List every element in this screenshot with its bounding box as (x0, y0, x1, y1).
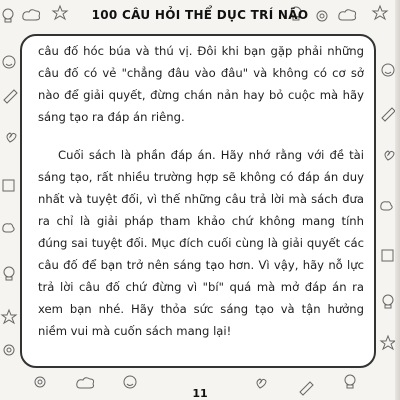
paragraph: Cuối sách là phần đáp án. Hãy nhớ rằng với đề tài sáng tạo, rất nhiều trường hợp sẽ không có đáp án duy nhất và tuyệt đối, vì thế những câu trả lời mà sách đưa ra chỉ là giải pháp tham khảo chứ không mang tính đúng sai tuyệt đối. Mục đích cuối cùng là giải quyết các câu đố để bạn trở nên sáng tạo hơn. Vì vậy, hãy nỗ lực trả lời câu đố chứ đừng vì "bí" quá mà mở đáp án ra xem bạn nhé. Hãy thỏa sức sáng tạo và tận hưởng niềm vui mà cuốn sách mang lại! (38, 148, 364, 338)
gear-icon (4, 345, 14, 355)
star-icon (2, 310, 16, 323)
face-icon (382, 64, 394, 76)
puzzle-icon (3, 180, 14, 191)
heart-icon (385, 151, 394, 160)
page-edge (395, 0, 400, 400)
face-icon (3, 56, 15, 68)
page-header-title: 100 CÂU HỎI THỂ DỤC TRÍ NÃO (91, 8, 309, 22)
heart-icon (7, 133, 16, 142)
cloud-icon (3, 224, 14, 232)
paragraph: câu đố hóc búa và thú vị. Đôi khi bạn gặp phải những câu đố có vẻ "chẳng đâu vào đâu" và không có cơ sở nào để giải quyết, đừng chán nản hay bỏ cuộc mà hãy sáng tạo ra đáp án riêng. (38, 44, 364, 124)
pencil-icon (382, 108, 395, 121)
lightbulb-icon (4, 267, 14, 280)
cloud-icon (381, 202, 392, 210)
gear-icon (35, 377, 45, 387)
lightbulb-icon (383, 295, 393, 308)
pencil-icon (4, 90, 17, 103)
page-number: 11 (192, 387, 208, 400)
star-icon (381, 336, 395, 349)
puzzle-icon (382, 250, 393, 261)
body-text (38, 40, 364, 358)
